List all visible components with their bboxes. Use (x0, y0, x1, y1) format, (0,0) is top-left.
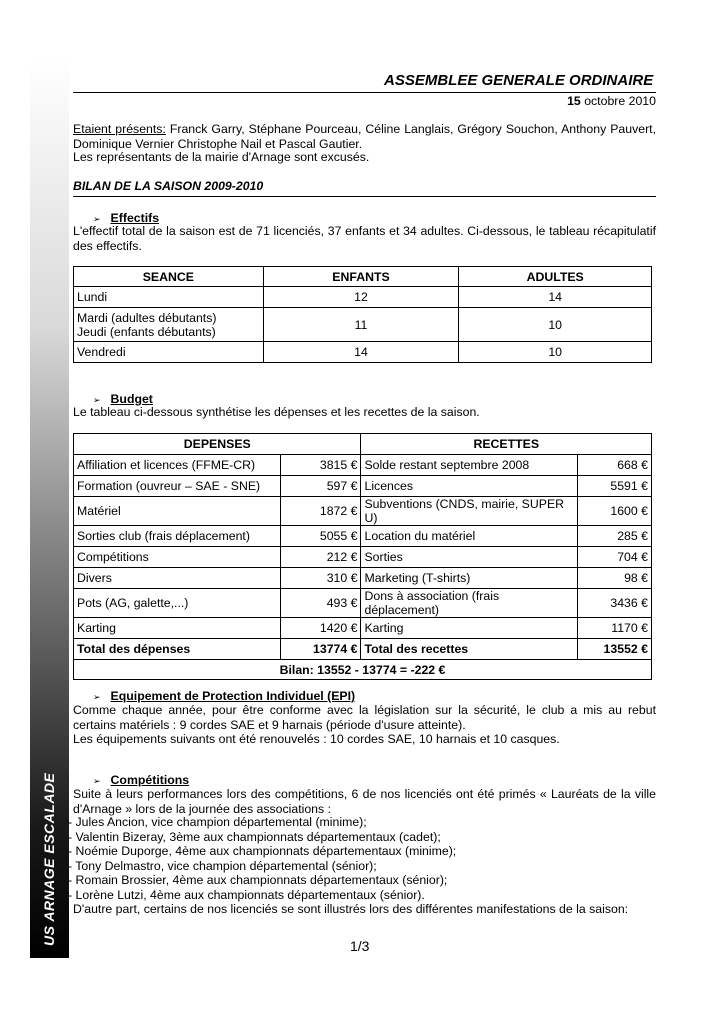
recette-label: Subventions (CNDS, mairie, SUPER U) (361, 497, 578, 526)
depense-amount: 493 € (280, 589, 361, 618)
section-divider (73, 196, 656, 197)
total-row (74, 639, 652, 660)
arrow-bullet-icon: ➢ (93, 214, 101, 224)
enfants-cell: 11 (263, 308, 459, 342)
recette-amount: 285 € (578, 526, 652, 547)
bilan-row (74, 660, 652, 680)
recette-amount: 98 € (578, 568, 652, 589)
epi-heading: ➢ Equipement de Protection Individuel (EPI) (93, 689, 356, 703)
section-title: BILAN DE LA SAISON 2009-2010 (73, 179, 264, 193)
adultes-cell: 10 (459, 308, 652, 342)
depense-amount: 597 € (280, 476, 361, 497)
depense-amount: 5055 € (280, 526, 361, 547)
budget-text: Le tableau ci-dessous synthétise les dépenses et les recettes de la saison. (73, 405, 480, 419)
depense-label: Sorties club (frais déplacement) (74, 526, 281, 547)
seance-cell: Lundi (74, 287, 264, 308)
list-item: - Jules Ancion, vice champion départemental (minime); (68, 815, 367, 829)
laureates-list (68, 815, 456, 902)
date-day: 15 (567, 94, 581, 108)
attendees-paragraph (73, 122, 656, 151)
table-row (74, 476, 652, 497)
table-row (74, 618, 652, 639)
col-header-seance: SEANCE (74, 267, 264, 287)
bilan-cell: Bilan: 13552 - 13774 = -222 € (74, 660, 652, 680)
title-divider (73, 92, 656, 93)
table-row (74, 287, 652, 308)
arrow-bullet-icon: ➢ (93, 776, 101, 786)
total-depenses-label: Total des dépenses (74, 639, 281, 660)
depense-amount: 310 € (280, 568, 361, 589)
recette-amount: 3436 € (578, 589, 652, 618)
depense-amount: 1420 € (280, 618, 361, 639)
meeting-date (567, 94, 656, 108)
depense-label: Divers (74, 568, 281, 589)
depense-label: Formation (ouvreur – SAE - SNE) (74, 476, 281, 497)
col-header-recettes: RECETTES (361, 434, 652, 455)
list-item: - Valentin Bizeray, 3ème aux championnats départementaux (cadet); (68, 829, 441, 844)
table-row (74, 568, 652, 589)
budget-heading: ➢ Budget (93, 392, 153, 406)
table-row (74, 547, 652, 568)
attendees-names: Franck Garry, Stéphane Pourceau, Céline Langlais, Grégory Souchon, Anthony Pauvert, Dominique Vernier Christophe Nail et Pascal Gautier. (73, 122, 657, 151)
effectifs-text: L'effectif total de la saison est de 71 licenciés, 37 enfants et 34 adultes. Ci-dessous, le tableau récapitulatif des effectifs. (73, 224, 656, 253)
enfants-cell: 14 (263, 342, 459, 363)
total-recettes-amount: 13552 € (578, 639, 652, 660)
depense-label: Pots (AG, galette,...) (74, 589, 281, 618)
date-month-year: octobre 2010 (580, 94, 656, 108)
total-depenses-amount: 13774 € (280, 639, 361, 660)
table-row (74, 455, 652, 476)
recette-amount: 1170 € (578, 618, 652, 639)
table-row (74, 497, 652, 526)
depense-label: Matériel (74, 497, 281, 526)
depense-label: Karting (74, 618, 281, 639)
total-recettes-label: Total des recettes (361, 639, 578, 660)
seance-cell: Mardi (adultes débutants) Jeudi (enfants débutants) (74, 308, 264, 342)
recette-label: Solde restant septembre 2008 (361, 455, 578, 476)
recette-label: Marketing (T-shirts) (361, 568, 578, 589)
recette-amount: 5591 € (578, 476, 652, 497)
depense-label: Compétitions (74, 547, 281, 568)
competitions-heading: ➢ Compétitions (93, 773, 190, 787)
page-number: 1/3 (350, 938, 370, 954)
attendees-label: Etaient présents: (73, 122, 166, 136)
depense-amount: 212 € (280, 547, 361, 568)
page-title: ASSEMBLEE GENERALE ORDINAIRE (384, 72, 654, 89)
col-header-depenses: DEPENSES (74, 434, 361, 455)
competitions-intro: Suite à leurs performances lors des compétitions, 6 de nos licenciés ont été primés « Lauréats de la ville d'Arnage » lors de la journée des associations : (73, 787, 656, 816)
recette-label: Licences (361, 476, 578, 497)
list-item: - Romain Brossier, 4ème aux championnats départementaux (sénior); (68, 873, 448, 887)
list-item: - Noémie Duporge, 4ème aux championnats départementaux (minime); (68, 844, 457, 858)
budget-table (73, 433, 652, 680)
seance-cell: Vendredi (74, 342, 264, 363)
col-header-adultes: ADULTES (459, 267, 652, 287)
sidebar-label: US ARNAGE ESCALADE (41, 772, 57, 946)
table-row (74, 342, 652, 363)
effectifs-table (73, 266, 652, 363)
adultes-cell: 14 (459, 287, 652, 308)
table-row (74, 526, 652, 547)
table-row (74, 589, 652, 618)
recette-label: Location du matériel (361, 526, 578, 547)
list-item: - Tony Delmastro, vice champion départemental (sénior); (68, 858, 377, 873)
epi-text-2: Les équipements suivants ont été renouvelés : 10 cordes SAE, 10 harnais et 10 casques. (73, 732, 560, 746)
recette-amount: 704 € (578, 547, 652, 568)
effectifs-heading: ➢ Effectifs (93, 211, 160, 225)
adultes-cell: 10 (459, 342, 652, 363)
depense-amount: 1872 € (280, 497, 361, 526)
epi-text-1: Comme chaque année, pour être conforme avec la législation sur la sécurité, le club a mis au rebut certains matériels : 9 cordes SAE et 9 harnais (période d'usure atteinte). (73, 703, 656, 732)
enfants-cell: 12 (263, 287, 459, 308)
recette-label: Dons à association (frais déplacement) (361, 589, 578, 618)
arrow-bullet-icon: ➢ (93, 395, 101, 405)
arrow-bullet-icon: ➢ (93, 692, 101, 702)
competitions-outro: D'autre part, certains de nos licenciés se sont illustrés lors des différentes manifestations de la saison: (73, 902, 629, 916)
col-header-enfants: ENFANTS (263, 267, 459, 287)
excused-line: Les représentants de la mairie d'Arnage sont excusés. (73, 150, 370, 164)
depense-label: Affiliation et licences (FFME-CR) (74, 455, 281, 476)
recette-amount: 1600 € (578, 497, 652, 526)
depense-amount: 3815 € (280, 455, 361, 476)
recette-amount: 668 € (578, 455, 652, 476)
table-row (74, 308, 652, 342)
recette-label: Karting (361, 618, 578, 639)
list-item: - Lorène Lutzi, 4ème aux championnats départementaux (sénior). (68, 887, 425, 902)
recette-label: Sorties (361, 547, 578, 568)
